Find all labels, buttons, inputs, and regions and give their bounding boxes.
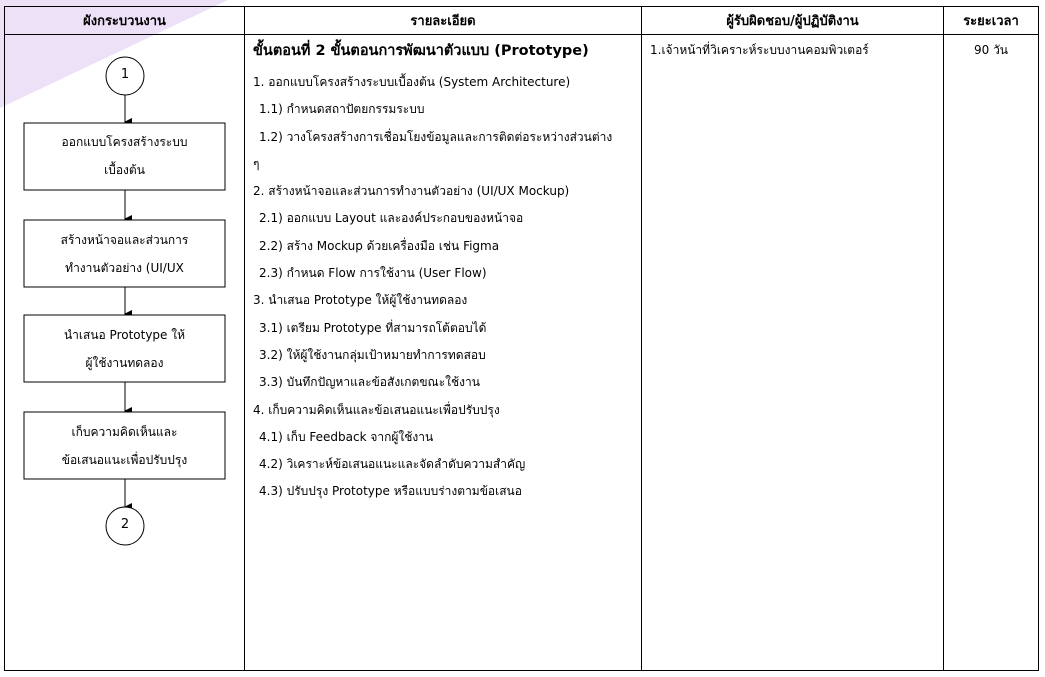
process-box-1-line-1: ออกแบบโครงสร้างระบบ: [61, 135, 188, 149]
flowchart-cell: [5, 35, 245, 671]
body-row: [5, 35, 1039, 671]
detail-line: 2. สร้างหน้าจอและส่วนการทำงานตัวอย่าง (UI/UX Mockup): [253, 184, 570, 199]
detail-line: 2.2) สร้าง Mockup ด้วยเครื่องมือ เช่น Figma: [259, 238, 500, 253]
process-box-1-text: [24, 128, 225, 184]
detail-line: 2.1) ออกแบบ Layout และองค์ประกอบของหน้าจอ: [259, 211, 524, 226]
detail-line: 4.1) เก็บ Feedback จากผู้ใช้งาน: [259, 429, 434, 444]
process-box-2-line-1: สร้างหน้าจอและส่วนการ: [60, 233, 189, 247]
header-row: [5, 7, 1039, 35]
process-box-4-line-1: เก็บความคิดเห็นและ: [71, 425, 178, 439]
procedure-table: [4, 6, 1039, 671]
detail-line: 3. นำเสนอ Prototype ให้ผู้ใช้งานทดลอง: [253, 293, 468, 308]
detail-line: ๆ: [253, 156, 260, 171]
detail-line: 3.2) ให้ผู้ใช้งานกลุ่มเป้าหมายทำการทดสอบ: [259, 347, 486, 362]
detail-line: 2.3) กำหนด Flow การใช้งาน (User Flow): [259, 266, 487, 281]
responsible-cell: [642, 35, 944, 671]
header-flowchart: ผังกระบวนงาน: [5, 7, 245, 35]
duration-text: 90 วัน: [973, 43, 1009, 57]
flowchart: [5, 35, 245, 670]
detail-line: 1.2) วางโครงสร้างการเชื่อมโยงข้อมูลและการติดต่อระหว่างส่วนต่าง: [259, 129, 613, 144]
process-box-2-line-2: ทำงานตัวอย่าง (UI/UX: [65, 261, 184, 275]
process-box-3-text: [24, 321, 225, 377]
detail-line: 4. เก็บความคิดเห็นและข้อเสนอแนะเพื่อปรับปรุง: [253, 402, 500, 417]
start-connector-label: 1: [120, 67, 130, 82]
responsible-text: 1.เจ้าหน้าที่วิเคราะห์ระบบงานคอมพิวเตอร์: [650, 43, 869, 57]
detail-line: 4.2) วิเคราะห์ข้อเสนอแนะและจัดลำดับความสำคัญ: [259, 457, 526, 472]
process-box-2-text: [24, 226, 225, 282]
detail-line: 1.1) กำหนดสถาปัตยกรรมระบบ: [259, 102, 425, 117]
detail-lines: [253, 72, 641, 509]
process-box-4-text: [24, 418, 225, 474]
duration-cell: [944, 35, 1039, 671]
details-cell: [245, 35, 642, 671]
end-connector-label: 2: [120, 517, 130, 532]
process-box-3-line-1: นำเสนอ Prototype ให้: [63, 328, 186, 342]
detail-line: 1. ออกแบบโครงสร้างระบบเบื้องต้น (System Architecture): [253, 75, 571, 89]
header-responsible: ผู้รับผิดชอบ/ผู้ปฏิบัติงาน: [642, 7, 944, 35]
detail-line: 3.3) บันทึกปัญหาและข้อสังเกตขณะใช้งาน: [259, 375, 480, 390]
detail-line: 4.3) ปรับปรุง Prototype หรือแบบร่างตามข้อเสนอ: [259, 484, 522, 499]
process-box-4-line-2: ข้อเสนอแนะเพื่อปรับปรุง: [61, 453, 188, 467]
header-duration: ระยะเวลา: [944, 7, 1039, 35]
process-box-3-line-2: ผู้ใช้งานทดลอง: [85, 356, 164, 370]
process-box-1-line-2: เบื้องต้น: [104, 163, 145, 177]
detail-line: 3.1) เตรียม Prototype ที่สามารถโต้ตอบได้: [259, 320, 487, 335]
step-title: ขั้นตอนที่ 2 ขั้นตอนการพัฒนาตัวแบบ (Prototype): [253, 43, 589, 59]
header-details: รายละเอียด: [245, 7, 642, 35]
details-content: [245, 35, 641, 509]
